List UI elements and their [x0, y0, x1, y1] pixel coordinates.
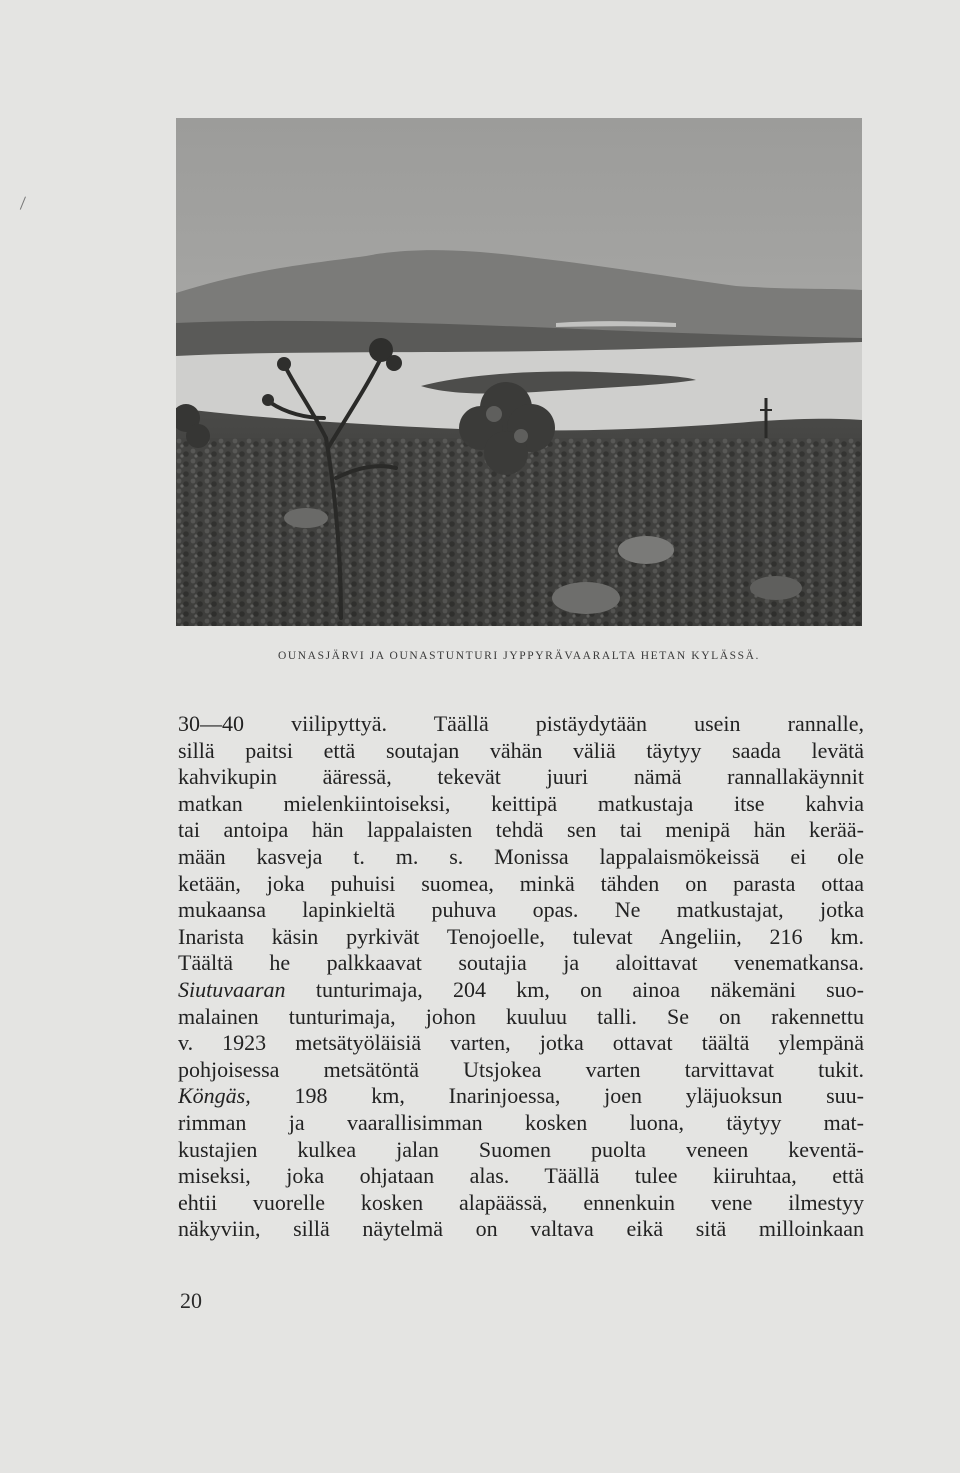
text-line: mukaansa lapinkieltä puhuva opas. Ne matkustajat, jotka	[178, 897, 864, 923]
text-line: ehtii vuorelle kosken alapäässä, ennenkuin vene ilmestyy	[178, 1189, 864, 1215]
text-line: ketään, joka puhuisi suomea, minkä tähden on parasta ottaa	[178, 870, 864, 896]
text-line: tai antoipa hän lappalaisten tehdä sen tai menipä hän kerää-	[178, 817, 864, 843]
text-line: miseksi, joka ohjataan alas. Täällä tulee kiiruhtaa, että	[178, 1163, 864, 1189]
text-line-italic-lead: Siutuvaaran tunturimaja, 204 km, on ainoa näkemäni suo-	[178, 976, 864, 1002]
text-line: mään kasveja t. m. s. Monissa lappalaismökeissä ei ole	[178, 843, 864, 869]
text-line: näkyviin, sillä näytelmä on valtava eikä sitä milloinkaan	[178, 1216, 864, 1242]
italic-term: Siutuvaaran	[178, 976, 286, 1002]
page-number: 20	[180, 1288, 202, 1313]
text-line: kahvikupin ääressä, tekevät juuri nämä rannallakäynnit	[178, 764, 864, 790]
photo-caption: OUNASJÄRVI JA OUNASTUNTURI JYPPYRÄVAARALTA HETAN KYLÄSSÄ.	[277, 650, 761, 662]
text-line: v. 1923 metsätyöläisiä varten, jotka ottavat täältä ylempänä	[178, 1030, 864, 1056]
text-line: matkan mielenkiintoiseksi, keittipä matkustaja itse kahvia	[178, 790, 864, 816]
text-line: rimman ja vaarallisimman kosken luona, täytyy mat-	[178, 1109, 864, 1135]
landscape-photo-icon	[176, 118, 862, 626]
text-line: kustajien kulkea jalan Suomen puolta veneen keventä-	[178, 1136, 864, 1162]
stray-pen-mark	[20, 196, 35, 213]
text-line: Täältä he palkkaavat soutajia ja aloittavat venematkansa.	[178, 950, 864, 976]
landscape-photo	[176, 118, 862, 626]
text-line: Inarista käsin pyrkivät Tenojoelle, tulevat Angeliin, 216 km.	[178, 923, 864, 949]
text-line-italic-lead: Köngäs, 198 km, Inarinjoessa, joen yläjuoksun suu-	[178, 1083, 864, 1109]
body-text	[178, 711, 864, 1243]
text-line: sillä paitsi että soutajan vähän väliä täytyy saada levätä	[178, 737, 864, 763]
text-line: 30—40 viilipyttyä. Täällä pistäydytään usein rannalle,	[178, 711, 864, 736]
italic-term: Köngäs,	[178, 1083, 251, 1109]
text-line: malainen tunturimaja, johon kuuluu talli. Se on rakennettu	[178, 1003, 864, 1029]
text-line: pohjoisessa metsätöntä Utsjokea varten tarvittavat tukit.	[178, 1056, 864, 1082]
